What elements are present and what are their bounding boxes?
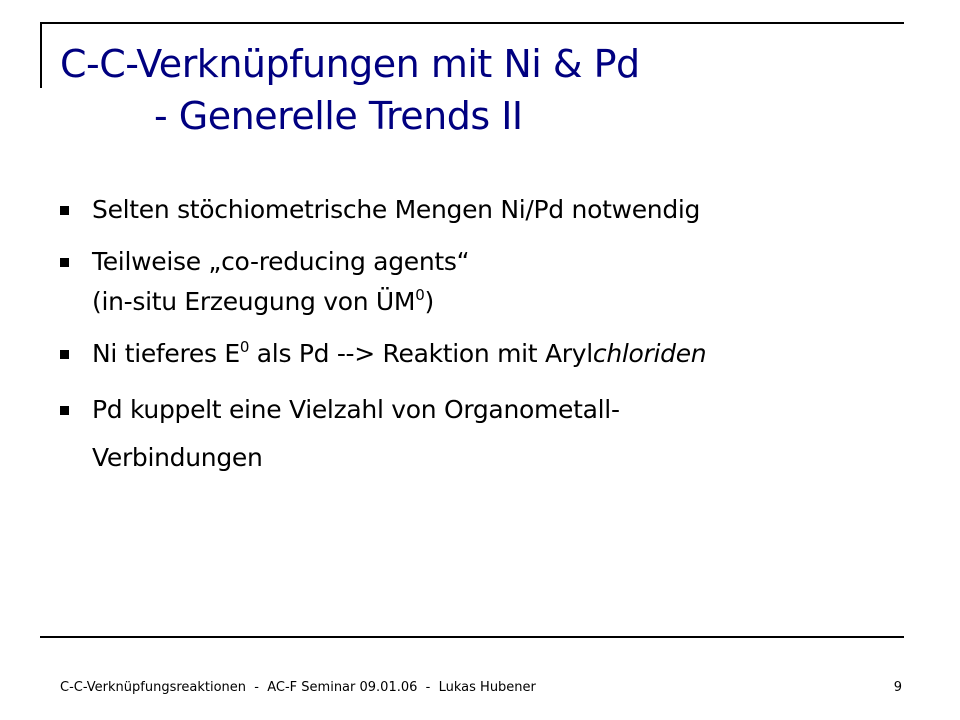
bullet-list xyxy=(60,190,920,494)
superscript: 0 xyxy=(415,286,425,304)
square-bullet-icon xyxy=(60,406,69,415)
top-rule xyxy=(40,22,904,24)
square-bullet-icon xyxy=(60,350,69,359)
bullet-text: Ni tieferes E xyxy=(92,339,240,368)
bottom-rule xyxy=(40,636,904,638)
bullet-text-middle: als Pd --> Reaktion mit Aryl xyxy=(249,339,593,368)
bullet-text: Selten stöchiometrische Mengen Ni/Pd notwendig xyxy=(92,195,701,224)
title-line-1: C-C-Verknüpfungen mit Ni & Pd xyxy=(60,42,640,86)
footer-text: C-C-Verknüpfungsreaktionen - AC-F Seminar 09.01.06 - Lukas Hubener xyxy=(60,680,536,695)
bullet-subline xyxy=(92,282,920,322)
bullet-item xyxy=(60,242,920,322)
bullet-text: Teilweise „co-reducing agents“ xyxy=(92,247,470,276)
slide-title xyxy=(60,38,920,142)
bullet-item xyxy=(60,334,920,374)
superscript: 0 xyxy=(239,338,250,356)
italic-text: chloriden xyxy=(592,339,707,368)
title-line-2: - Generelle Trends II xyxy=(154,94,523,138)
bullet-item xyxy=(60,190,920,230)
subline-text-end: ) xyxy=(424,287,434,316)
left-rule xyxy=(40,22,42,88)
square-bullet-icon xyxy=(60,258,69,267)
bullet-item xyxy=(60,386,920,482)
bullet-continuation: Verbindungen xyxy=(92,443,263,472)
square-bullet-icon xyxy=(60,206,69,215)
bullet-text: Pd kuppelt eine Vielzahl von Organometall- xyxy=(92,395,620,424)
page-number: 9 xyxy=(893,680,902,695)
subline-text: (in-situ Erzeugung von ÜM xyxy=(92,287,416,316)
